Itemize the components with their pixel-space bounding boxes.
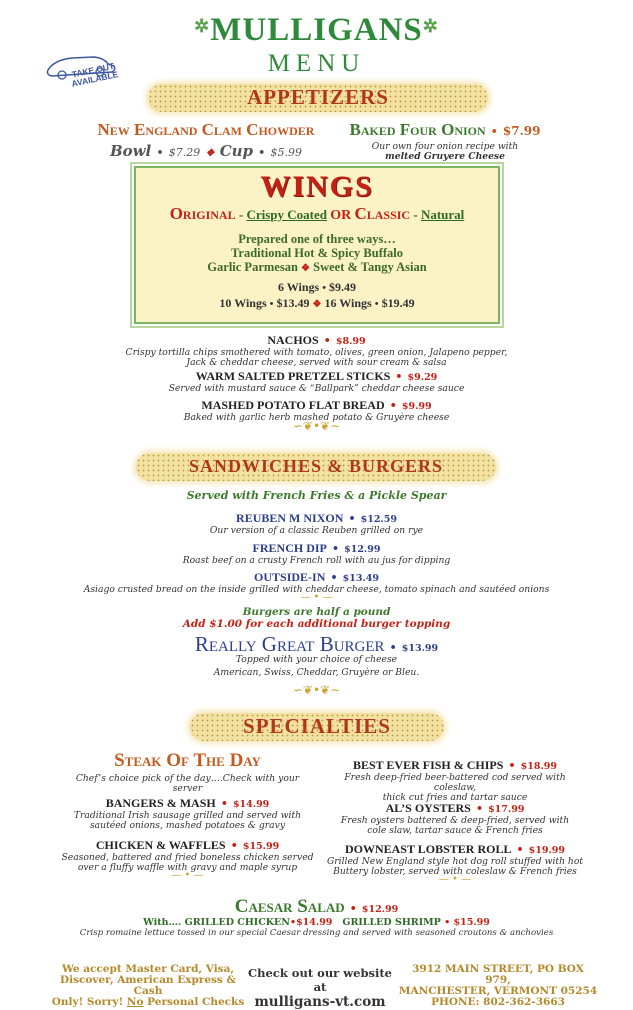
onion-item: Baked Four Onion • $7.99 Our own four onion recipe with melted Gruyere Cheese [349, 120, 541, 162]
chowder-item: New England Clam Chowder Bowl • $7.29 ❖ Cup • $5.99 [97, 120, 315, 160]
divider: — • — [171, 870, 204, 881]
flatbread-item: MASHED POTATO FLAT BREAD • $9.99 Baked with garlic herb mashed potato & Gruyère cheese [183, 398, 450, 423]
takeout-stamp: TAKE OUT AVAILABLE [42, 52, 134, 94]
sandwich-served-note: Served with French Fries & a Pickle Spear [186, 489, 447, 502]
website-link[interactable]: mulligans-vt.com [254, 994, 386, 1010]
star-icon: ✲ [422, 16, 439, 36]
nachos-item: NACHOS • $8.99 Crispy tortilla chips smothered with tomato, olives, green onion, Jalapeno pepper, Jack & cheddar cheese, served with sour cream & salsa [125, 333, 508, 368]
french-dip-item: FRENCH DIP • $12.99 Roast beef on a crusty French roll with au jus for dipping [182, 541, 451, 566]
flourish-icon: ∽❦•❦∼ [292, 419, 341, 433]
chicken-waffles-item: CHICKEN & WAFFLES • $15.99 Seasoned, battered and fried boneless chicken served over a fluffy waffle with gravy and maple syrup [61, 838, 314, 873]
diamond-icon: ❖ [205, 148, 215, 159]
payment-info: We accept Master Card, Visa, Discover, American Express & Cash Only! Sorry! No Personal Checks [51, 963, 245, 1008]
bangers-item: BANGERS & MASH • $14.99 Traditional Irish sausage grilled and served with sautéed onions, mashed potatoes & gravy [73, 796, 302, 831]
reuben-item: REUBEN M NIXON • $12.59 Our version of a classic Reuben grilled on rye [209, 511, 424, 536]
diamond-icon: ❖ [301, 263, 310, 274]
star-icon: ✲ [194, 16, 211, 36]
wings-box: WINGS Original - Crispy Coated OR Classic - Natural Prepared one of three ways… Traditional Hot & Spicy Buffalo Garlic Parmesan ❖ Sweet & Tangy Asian 6 Wings • $9.49 10 Wings • $13.49 ❖ 16 Wings • $19.49 [134, 166, 500, 324]
burger-half-note: Burgers are half a pound [242, 606, 391, 618]
steak-item: Steak Of The Day Chef’s choice pick of the day….Check with your server [75, 750, 300, 794]
flourish-icon: ∽❦•❦∼ [292, 683, 341, 697]
address-info: 3912 MAIN STREET, PO BOX 979, MANCHESTER, VERMONT 05254 PHONE: 802-362-3663 [398, 963, 598, 1008]
specialties-banner: SPECIALTIES [190, 713, 444, 741]
burger-item: Really Great Burger • $13.99 Topped with your choice of cheese American, Swiss, Cheddar, Gruyère or Bleu. [194, 632, 439, 678]
oysters-item: AL’S OYSTERS • $17.99 Fresh oysters battered & deep-fried, served with cole slaw, tartar sauce & French fries [340, 801, 570, 836]
pretzel-item: WARM SALTED PRETZEL STICKS • $9.29 Served with mustard sauce & “Ballpark” cheddar cheese sauce [168, 369, 465, 394]
divider: — • — [300, 592, 333, 603]
burger-add-note: Add $1.00 for each additional burger topping [182, 618, 451, 630]
sandwiches-banner: SANDWICHES & BURGERS [136, 453, 496, 481]
outside-in-item: OUTSIDE-IN • $13.49 Asiago crusted bread on the inside grilled with cheddar cheese, tomato spinach and sautéed onions [83, 570, 550, 595]
diamond-icon: ❖ [312, 299, 322, 310]
menu-subtitle: MENU [267, 50, 366, 77]
website-info: Check out our website at mulligans-vt.com [245, 966, 395, 1010]
menu-title: ✲MULLIGANS✲ [194, 12, 439, 48]
divider: — • — [438, 874, 472, 885]
appetizers-banner: APPETIZERS [148, 84, 488, 112]
caesar-item: Caesar Salad • $12.99 With…. GRILLED CHICKEN•$14.99 GRILLED SHRIMP • $15.99 Crisp romaine lettuce tossed in our special Caesar dressing and served with seasoned croutons & anchovies [79, 896, 554, 938]
fish-chips-item: BEST EVER FISH & CHIPS • $18.99 Fresh deep-fried beer-battered cod served with coleslaw, thick cut fries and tartar sauce [344, 758, 566, 803]
lobster-roll-item: DOWNEAST LOBSTER ROLL • $19.99 Grilled New England style hot dog roll stuffed with hot Buttery lobster, served with coleslaw & French fries [326, 842, 584, 877]
